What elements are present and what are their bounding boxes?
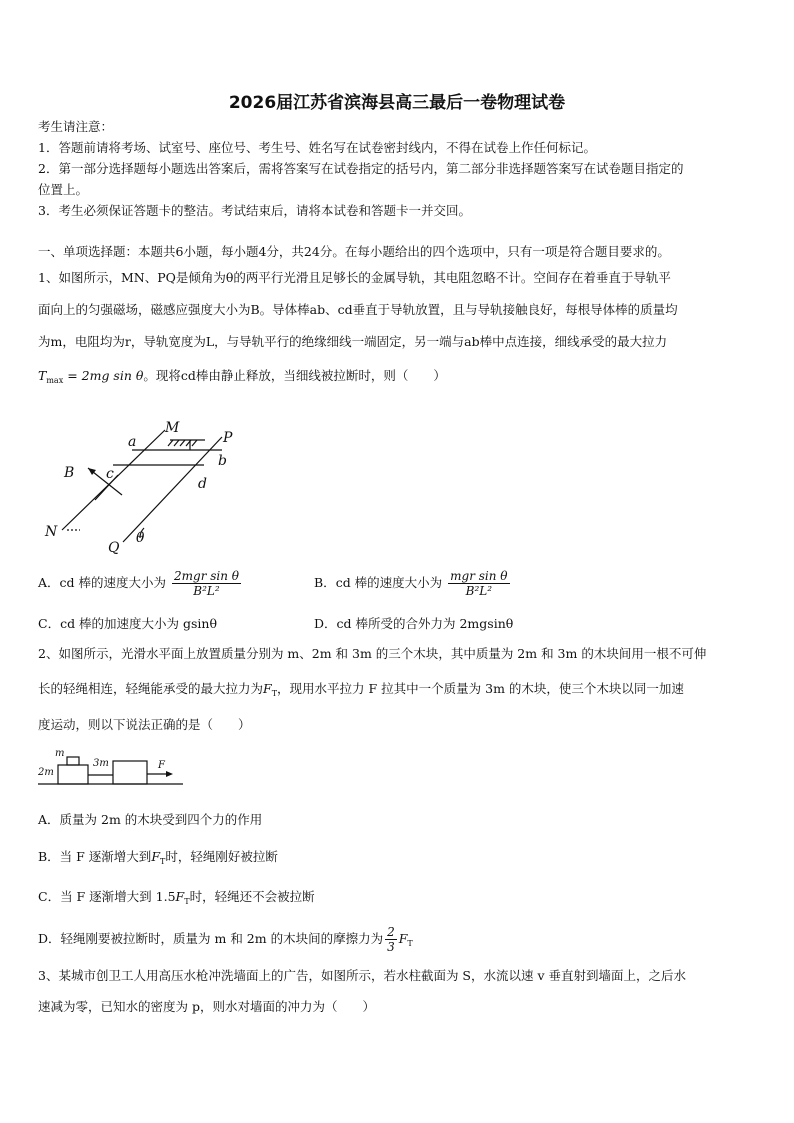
page-title: 2026届江苏省滨海县高三最后一卷物理试卷: [228, 93, 566, 113]
label-M: M: [165, 420, 180, 436]
ft-symbol: F: [151, 849, 160, 864]
q2-line-3: 度运动，则以下说法正确的是（ ）: [38, 717, 251, 732]
fraction-numerator: mgr sin θ: [450, 569, 508, 583]
q2-option-d-a: D．轻绳刚要被拉断时，质量为 m 和 2m 的木块间的摩擦力为: [38, 931, 384, 946]
q2-option-c-b: 时，轻绳还不会被拉断: [189, 889, 315, 904]
q1-line-3: 为m，电阻均为r，导轨宽度为L，与导轨平行的绝缘细线一端固定，另一端与ab棒中点连接，细线承受的最大拉力: [38, 334, 668, 349]
force-arrowhead: [166, 771, 173, 777]
q1-option-a: [38, 569, 243, 598]
q2-option-c: [38, 888, 315, 911]
q1-line-2: 面向上的匀强磁场，磁感应强度大小为B。导体棒ab、cd垂直于导轨放置，且与导轨接触良好，每根导体棒的质量均: [38, 302, 678, 317]
q1-rails-figure: [40, 420, 270, 560]
rail-pq: [123, 437, 222, 542]
fraction-numerator: 2mgr sin θ: [174, 569, 240, 583]
label-Q: Q: [108, 540, 120, 556]
label-a: a: [128, 434, 137, 450]
q1-option-b-text: cd 棒的速度大小为: [335, 575, 443, 590]
label-d: d: [198, 476, 207, 492]
q3-line-1: 3、某城市创卫工人用高压水枪冲洗墙面上的广告，如图所示，若水柱截面为 S，水流以速 v 垂直射到墙面上，之后水: [38, 968, 687, 983]
tmax-subscript: max: [46, 376, 64, 385]
q1-option-b: [314, 569, 512, 598]
fraction-numerator: 2: [387, 925, 395, 939]
ft-subscript: T: [271, 689, 278, 698]
q2-line-1: 2、如图所示，光滑水平面上放置质量分别为 m、2m 和 3m 的三个木块，其中质量为 2m 和 3m 的木块间用一根不可伸: [38, 646, 707, 661]
q1-line-1: 1、如图所示，MN、PQ是倾角为θ的两平行光滑且足够长的金属导轨，其电阻忽略不计。空间存在着垂直于导轨平: [38, 270, 671, 285]
notice-item-1: 1．答题前请将考场、试室号、座位号、考生号、姓名写在试卷密封线内，不得在试卷上作任何标记。: [38, 140, 596, 155]
q1-option-b-prefix: B．: [314, 575, 336, 590]
q1-option-c: C．cd 棒的加速度大小为 gsinθ: [38, 616, 218, 631]
q2-option-d: [38, 924, 413, 959]
q3-line-2: 速减为零，已知水的密度为 p，则水对墙面的冲力为（ ）: [38, 999, 375, 1014]
fraction-denominator: 3: [387, 940, 395, 954]
fraction-denominator: B²L²: [465, 584, 493, 598]
label-N: N: [45, 524, 58, 540]
notice-item-3: 3．考生必须保证答题卡的整洁。考试结束后，请将本试卷和答题卡一并交回。: [38, 203, 471, 218]
ft-subscript: T: [160, 857, 166, 866]
label-2m: 2m: [38, 767, 54, 778]
q2-line-2: [38, 680, 684, 703]
block-3m: [113, 761, 147, 784]
ft-subscript: T: [407, 939, 413, 948]
ft-symbol: F: [175, 889, 185, 904]
q2-option-d-fraction: [385, 925, 397, 954]
notice-item-2: 2．第一部分选择题每小题选出答案后，需将答案写在试卷指定的括号内，第二部分非选择题答案写在试卷题目指定的: [38, 161, 684, 176]
tmax-equation: = 2mg sin θ: [67, 368, 144, 383]
q1-option-a-fraction: [172, 569, 241, 598]
q1-option-b-fraction: [448, 569, 509, 598]
q2-line-2-b: ，现用水平拉力 F 拉其中一个质量为 3m 的木块，使三个木块以同一加速: [277, 681, 684, 696]
q2-line-2-a: 长的轻绳相连，轻绳能承受的最大拉力为: [38, 681, 264, 696]
q1-line-4: [38, 367, 446, 390]
label-theta: θ: [136, 530, 145, 546]
section-heading: 一、单项选择题：本题共6小题，每小题4分，共24分。在每小题给出的四个选项中，只有一项是符合题目要求的。: [38, 244, 670, 259]
block-2m: [58, 765, 88, 784]
label-c: c: [106, 466, 114, 482]
wall-hatch: [168, 440, 197, 446]
tmax-symbol: T: [38, 368, 47, 383]
q1-line-4-tail: 。现将cd棒由静止释放，当细线被拉断时，则（ ）: [143, 368, 446, 383]
fraction-denominator: B²L²: [193, 584, 220, 598]
label-P: P: [223, 430, 233, 446]
label-F: F: [158, 760, 165, 771]
label-m: m: [55, 748, 65, 759]
notice-item-2-cont: 位置上。: [38, 182, 89, 197]
q2-option-a: A．质量为 2m 的木块受到四个力的作用: [38, 812, 263, 827]
label-B: B: [64, 465, 75, 481]
q2-option-b: [38, 848, 278, 871]
q2-option-b-a: B．当 F 逐渐增大到: [38, 849, 152, 864]
q2-blocks-figure: [38, 748, 183, 793]
label-b: b: [218, 453, 227, 469]
q1-option-d: D．cd 棒所受的合外力为 2mgsinθ: [314, 616, 514, 631]
notice-heading: 考生请注意：: [38, 119, 114, 134]
ft-subscript: T: [184, 897, 190, 906]
q1-option-a-text: cd 棒的速度大小为: [59, 575, 167, 590]
q2-option-c-a: C．当 F 逐渐增大到 1.5: [38, 889, 176, 904]
ft-symbol: F: [398, 931, 408, 946]
ft-symbol: F: [263, 681, 272, 696]
q1-option-a-prefix: A．: [38, 575, 60, 590]
label-3m: 3m: [93, 758, 109, 769]
q2-option-b-b: 时，轻绳刚好被拉断: [165, 849, 278, 864]
block-m: [67, 757, 79, 765]
